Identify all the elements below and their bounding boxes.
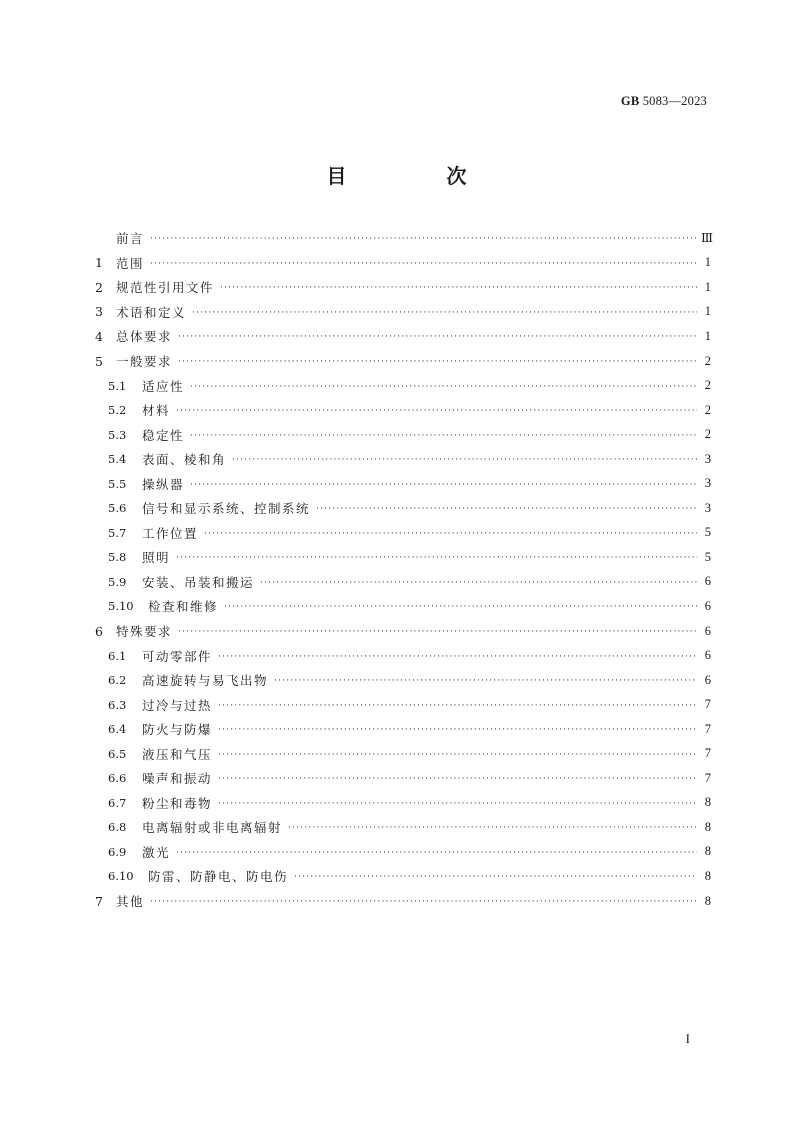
toc-entry[interactable]	[95, 471, 711, 496]
toc-dot-leader	[204, 529, 697, 539]
toc-entry[interactable]	[95, 275, 711, 300]
toc-entry[interactable]	[95, 398, 711, 423]
toc-entry-number: 6	[95, 623, 103, 639]
toc-entry-page: 8	[704, 795, 711, 810]
toc-dot-leader	[192, 308, 697, 318]
toc-entry-label: 操纵器	[142, 476, 185, 492]
toc-entry[interactable]	[95, 251, 711, 276]
toc-entry-page: 2	[704, 378, 711, 393]
toc-entry-page: 1	[704, 255, 711, 270]
toc-entry-label: 粉尘和毒物	[142, 795, 213, 811]
toc-entry-page: 1	[704, 279, 711, 294]
toc-entry-page: 8	[704, 893, 711, 908]
toc-dot-leader	[176, 406, 697, 416]
page-number: I	[685, 1031, 690, 1046]
toc-dot-leader	[220, 283, 697, 293]
toc-entry-label: 范围	[116, 255, 145, 271]
toc-entry-number: 4	[95, 328, 103, 344]
toc-dot-leader	[190, 431, 697, 441]
page-title: 目 次	[326, 164, 507, 188]
toc-entry-label: 信号和显示系统、控制系统	[142, 501, 311, 517]
toc-dot-leader	[288, 823, 697, 833]
toc-entry-number: 6.9	[108, 844, 127, 859]
toc-entry-number: 5.2	[108, 403, 127, 418]
toc-entry-page: 1	[704, 304, 711, 319]
toc-entry-label: 高速旋转与易飞出物	[142, 673, 269, 689]
toc-entry[interactable]	[95, 447, 711, 472]
toc-entry-label: 其他	[116, 894, 145, 910]
toc-dot-leader	[218, 701, 697, 711]
toc-entry-number: 2	[95, 279, 103, 295]
toc-entry-page: 6	[704, 648, 711, 663]
toc-entry[interactable]	[95, 791, 711, 816]
toc-entry[interactable]	[95, 766, 711, 791]
toc-dot-leader	[218, 725, 697, 735]
toc-entry-label: 噪声和振动	[142, 771, 213, 787]
toc-entry-number: 5.9	[108, 574, 127, 589]
toc-dot-leader	[176, 553, 697, 563]
toc-entry-page: 8	[704, 819, 711, 834]
toc-dot-leader	[232, 455, 697, 465]
toc-entry-number: 6.10	[108, 869, 134, 884]
toc-dot-leader	[218, 799, 697, 809]
toc-entry-page: 6	[704, 574, 711, 589]
toc-entry[interactable]	[95, 692, 711, 717]
toc-entry-label: 安装、吊装和搬运	[142, 574, 255, 590]
toc-entry-number: 5.5	[108, 476, 127, 491]
toc-entry[interactable]	[95, 324, 711, 349]
toc-entry-page: 6	[704, 623, 711, 638]
toc-entry[interactable]	[95, 570, 711, 595]
toc-entry-label: 防火与防爆	[142, 722, 213, 738]
toc-entry[interactable]	[95, 815, 711, 840]
toc-entry-label: 术语和定义	[116, 304, 187, 320]
toc-dot-leader	[150, 897, 697, 907]
toc-entry-page: 7	[704, 770, 711, 785]
toc-entry-page: 2	[704, 353, 711, 368]
toc-entry[interactable]	[95, 300, 711, 325]
toc-entry-label: 可动零部件	[142, 648, 213, 664]
toc-entry-label: 特殊要求	[116, 624, 173, 640]
toc-entry-page: 3	[704, 476, 711, 491]
toc-entry[interactable]	[95, 668, 711, 693]
toc-entry[interactable]	[95, 521, 711, 546]
toc-entry-page: 1	[704, 328, 711, 343]
toc-dot-leader	[178, 627, 697, 637]
toc-dot-leader	[294, 872, 697, 882]
toc-entry-label: 规范性引用文件	[116, 280, 215, 296]
toc-entry-label: 前言	[116, 231, 145, 247]
toc-entry-label: 过冷与过热	[142, 697, 213, 713]
toc-entry-page: 8	[704, 868, 711, 883]
standard-number	[621, 94, 707, 109]
toc-dot-leader	[178, 332, 697, 342]
toc-entry[interactable]	[95, 643, 711, 668]
toc-entry-page: 2	[704, 427, 711, 442]
toc-dot-leader	[224, 602, 697, 612]
toc-entry-number: 5.6	[108, 501, 127, 516]
toc-entry-number: 7	[95, 893, 103, 909]
toc-entry-number: 6.1	[108, 648, 127, 663]
toc-entry-label: 表面、棱和角	[142, 452, 227, 468]
toc-dot-leader	[150, 234, 697, 244]
toc-entry[interactable]	[95, 594, 711, 619]
toc-entry-label: 一般要求	[116, 354, 173, 369]
toc-dot-leader	[218, 750, 697, 760]
toc-entry-page: 7	[704, 746, 711, 761]
toc-entry-page: 2	[704, 402, 711, 417]
toc-entry-label: 稳定性	[142, 427, 185, 443]
toc-entry-number: 5.1	[108, 378, 127, 393]
toc-entry-number: 1	[95, 255, 103, 271]
toc-entry-label: 适应性	[142, 378, 185, 394]
toc-entry[interactable]	[95, 840, 711, 865]
toc-entry[interactable]	[95, 226, 714, 251]
toc-entry[interactable]	[95, 422, 711, 447]
toc-entry-label: 液压和气压	[142, 746, 213, 762]
toc-dot-leader	[150, 259, 697, 269]
toc-entry[interactable]	[95, 717, 711, 742]
toc-entry-number: 5.8	[108, 550, 127, 565]
toc-entry-label: 检查和维修	[148, 599, 219, 615]
toc-entry[interactable]	[95, 741, 711, 766]
toc-entry-number: 6.3	[108, 697, 127, 712]
toc-entry-page: 5	[704, 525, 711, 540]
toc-entry-number: 6.5	[108, 746, 127, 761]
toc-entry-label: 防雷、防静电、防电伤	[148, 869, 289, 885]
table-of-contents	[95, 226, 714, 913]
toc-entry-page: 8	[704, 844, 711, 859]
toc-entry-number: 5.7	[108, 525, 127, 540]
toc-entry[interactable]	[95, 619, 711, 644]
standard-prefix: GB	[620, 94, 640, 108]
toc-entry-number: 5.10	[108, 599, 134, 614]
toc-entry-number: 6.4	[108, 722, 127, 737]
toc-dot-leader	[218, 652, 697, 662]
toc-entry-number: 6.8	[108, 820, 127, 835]
toc-entry-number: 5.3	[108, 427, 127, 442]
toc-entry-page: 7	[704, 697, 711, 712]
toc-dot-leader	[176, 848, 697, 858]
toc-entry-page: 6	[704, 598, 711, 613]
standard-code: 5083—2023	[642, 94, 707, 108]
toc-dot-leader	[178, 357, 697, 367]
toc-entry-page: 5	[704, 549, 711, 564]
toc-entry-number: 6.7	[108, 795, 127, 810]
toc-entry-label: 激光	[142, 844, 171, 860]
toc-entry-number: 3	[95, 304, 103, 320]
toc-entry[interactable]	[95, 496, 711, 521]
toc-dot-leader	[274, 676, 697, 686]
toc-entry-number: 5.4	[108, 452, 127, 467]
toc-entry[interactable]	[95, 349, 711, 374]
toc-dot-leader	[260, 578, 697, 588]
toc-entry[interactable]	[95, 373, 711, 398]
toc-dot-leader	[190, 480, 697, 490]
toc-entry-page: 7	[704, 721, 711, 736]
toc-entry-page: 3	[704, 451, 711, 466]
toc-entry-number: 6.2	[108, 673, 127, 688]
toc-entry-label: 材料	[142, 403, 171, 419]
toc-entry-page: Ⅲ	[701, 231, 714, 246]
toc-entry-label: 照明	[142, 550, 171, 566]
toc-entry[interactable]	[95, 889, 711, 914]
toc-entry-label: 工作位置	[142, 525, 199, 541]
toc-dot-leader	[316, 504, 697, 514]
toc-entry[interactable]	[95, 864, 711, 889]
toc-dot-leader	[218, 774, 697, 784]
toc-entry-label: 电离辐射或非电离辐射	[142, 820, 283, 836]
toc-dot-leader	[190, 382, 697, 392]
toc-entry-label: 总体要求	[116, 329, 173, 345]
toc-entry-number: 6.6	[108, 771, 127, 786]
toc-entry-number: 5	[95, 353, 103, 369]
toc-entry[interactable]	[95, 545, 711, 570]
toc-entry-page: 6	[704, 672, 711, 687]
toc-entry-page: 3	[704, 500, 711, 515]
